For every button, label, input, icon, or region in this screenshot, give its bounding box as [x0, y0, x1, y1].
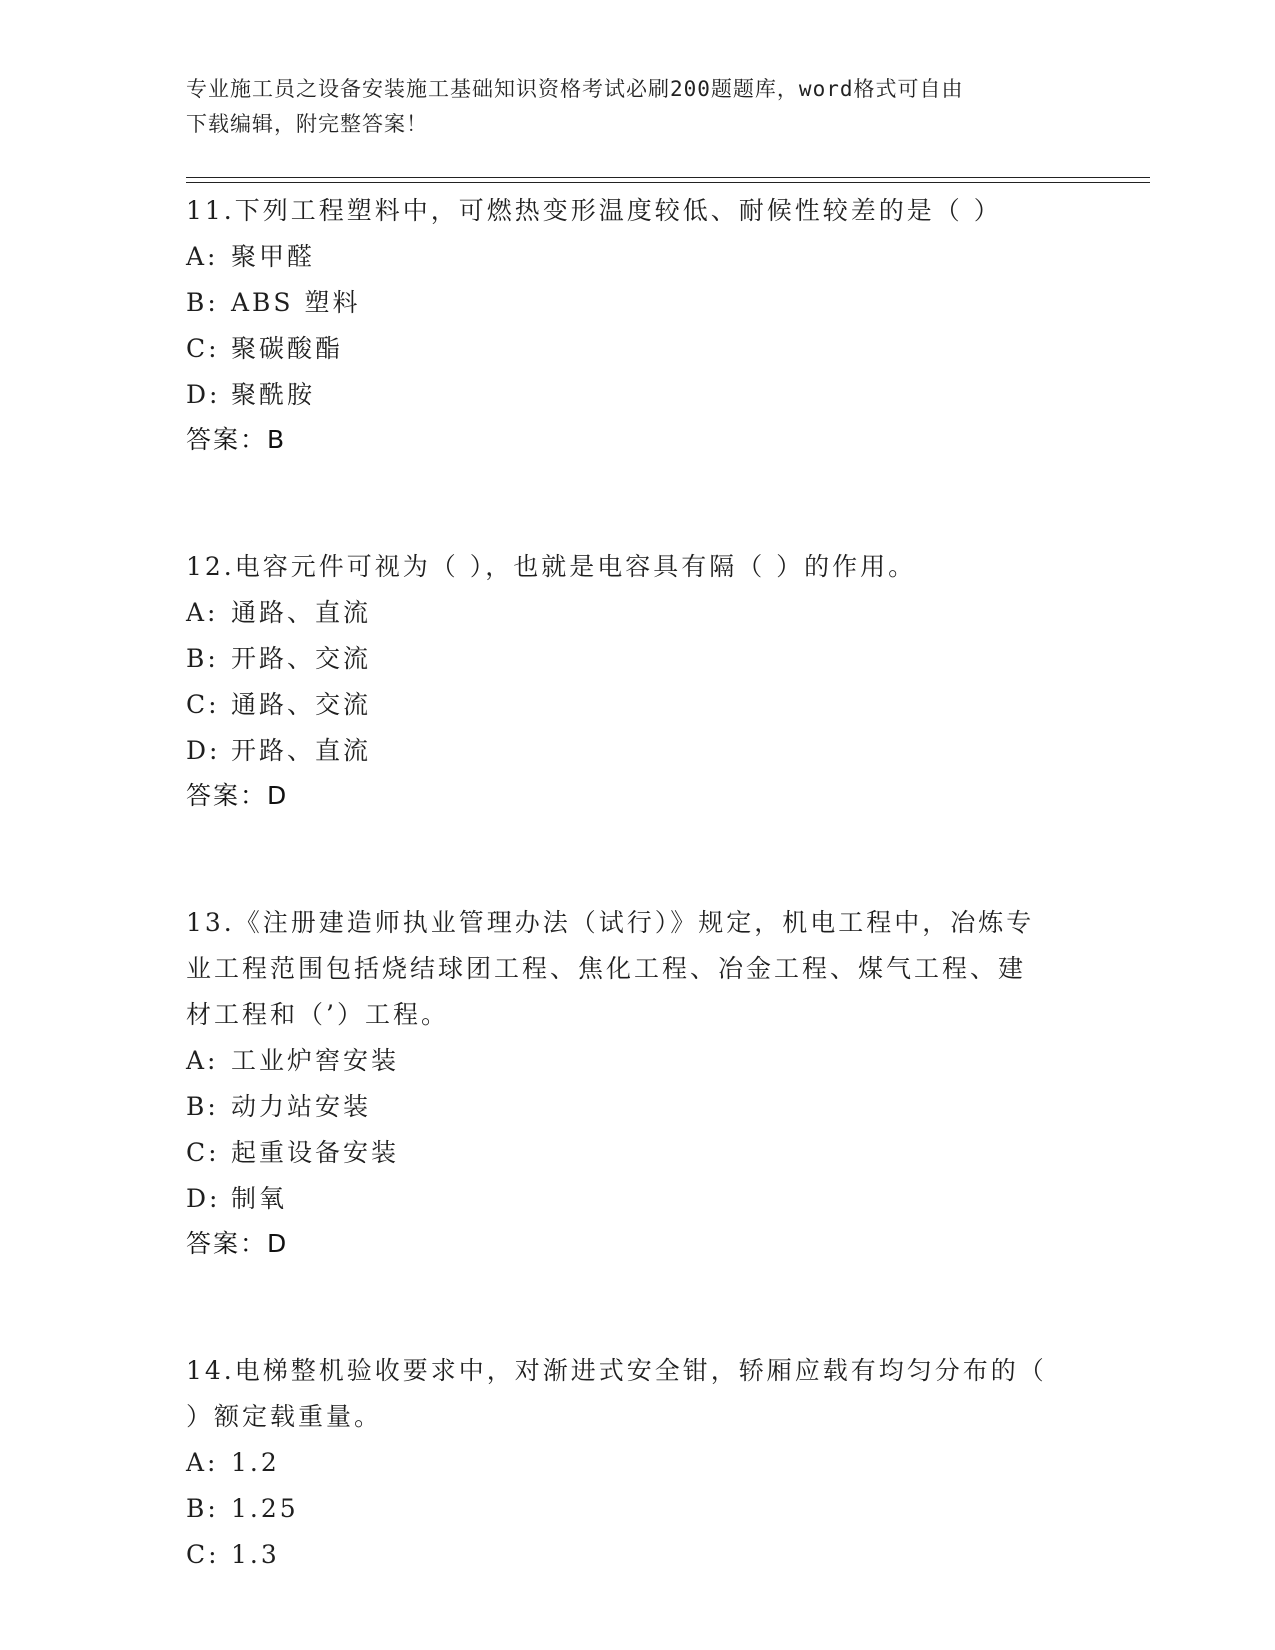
header-line-1: 专业施工员之设备安装施工基础知识资格考试必刷200题题库，word格式可自由 — [186, 77, 964, 101]
option-c — [186, 682, 1086, 728]
answer-line: 答案：D — [186, 781, 289, 810]
option-text: 聚甲醛 — [231, 242, 316, 271]
header-line-2: 下载编辑，附完整答案！ — [186, 112, 428, 136]
option-text: 聚碳酸酯 — [231, 334, 344, 363]
option-letter: A: — [186, 1448, 219, 1477]
question-text: 12.电容元件可视为（ ），也就是电容具有隔（ ）的作用。 — [186, 552, 917, 581]
option-a — [186, 234, 1086, 280]
question-text-line-3: 材工程和（’）工程。 — [186, 1000, 449, 1029]
question-spacer — [186, 462, 1086, 544]
option-letter: C: — [186, 334, 220, 363]
option-letter: B: — [186, 288, 219, 317]
option-text: 动力站安装 — [231, 1092, 372, 1121]
option-letter: B: — [186, 1494, 219, 1523]
option-letter: D: — [186, 736, 221, 765]
option-c — [186, 1532, 1086, 1578]
header-rule-bottom — [186, 182, 1150, 183]
option-text: 通路、交流 — [231, 690, 372, 719]
question-text: 11.下列工程塑料中，可燃热变形温度较低、耐候性较差的是（ ） — [186, 196, 1002, 225]
question-text-line-2: 业工程范围包括烧结球团工程、焦化工程、冶金工程、煤气工程、建 — [186, 954, 1027, 983]
option-letter: A: — [186, 242, 219, 271]
option-c — [186, 326, 1086, 372]
question-14 — [186, 1348, 1086, 1578]
option-d — [186, 1176, 1086, 1222]
question-spacer — [186, 818, 1086, 900]
question-12 — [186, 544, 1086, 818]
header-rule-top — [186, 177, 1150, 178]
question-text-line-1: 14.电梯整机验收要求中，对渐进式安全钳，轿厢应载有均匀分布的（ — [186, 1356, 1047, 1385]
option-text: 通路、直流 — [231, 598, 372, 627]
option-letter: C: — [186, 1540, 220, 1569]
option-text: 工业炉窖安装 — [231, 1046, 400, 1075]
answer-line: 答案：D — [186, 1229, 289, 1258]
option-text: ABS 塑料 — [231, 288, 361, 317]
option-b — [186, 636, 1086, 682]
option-letter: D: — [186, 1184, 221, 1213]
option-text: 1.3 — [231, 1540, 280, 1569]
option-b — [186, 280, 1086, 326]
option-text: 制氧 — [231, 1184, 288, 1213]
option-text: 聚酰胺 — [231, 380, 316, 409]
option-text: 开路、交流 — [231, 644, 372, 673]
option-a — [186, 1440, 1086, 1486]
question-text-line-2: ）额定载重量。 — [186, 1402, 383, 1431]
answer-line: 答案：B — [186, 425, 287, 454]
option-d — [186, 372, 1086, 418]
option-text: 起重设备安装 — [231, 1138, 400, 1167]
document-header — [186, 72, 1086, 142]
option-text: 1.25 — [231, 1494, 299, 1523]
option-letter: C: — [186, 690, 220, 719]
option-letter: B: — [186, 1092, 219, 1121]
option-letter: A: — [186, 1046, 219, 1075]
option-letter: A: — [186, 598, 219, 627]
option-b — [186, 1486, 1086, 1532]
option-letter: D: — [186, 380, 221, 409]
option-b — [186, 1084, 1086, 1130]
option-a — [186, 590, 1086, 636]
question-11 — [186, 188, 1086, 462]
option-text: 1.2 — [231, 1448, 280, 1477]
option-d — [186, 728, 1086, 774]
question-list — [186, 188, 1086, 1578]
option-a — [186, 1038, 1086, 1084]
option-text: 开路、直流 — [231, 736, 372, 765]
option-letter: C: — [186, 1138, 220, 1167]
question-spacer — [186, 1266, 1086, 1348]
question-13 — [186, 900, 1086, 1266]
option-c — [186, 1130, 1086, 1176]
option-letter: B: — [186, 644, 219, 673]
question-text-line-1: 13.《注册建造师执业管理办法（试行）》规定，机电工程中，冶炼专 — [186, 908, 1035, 937]
